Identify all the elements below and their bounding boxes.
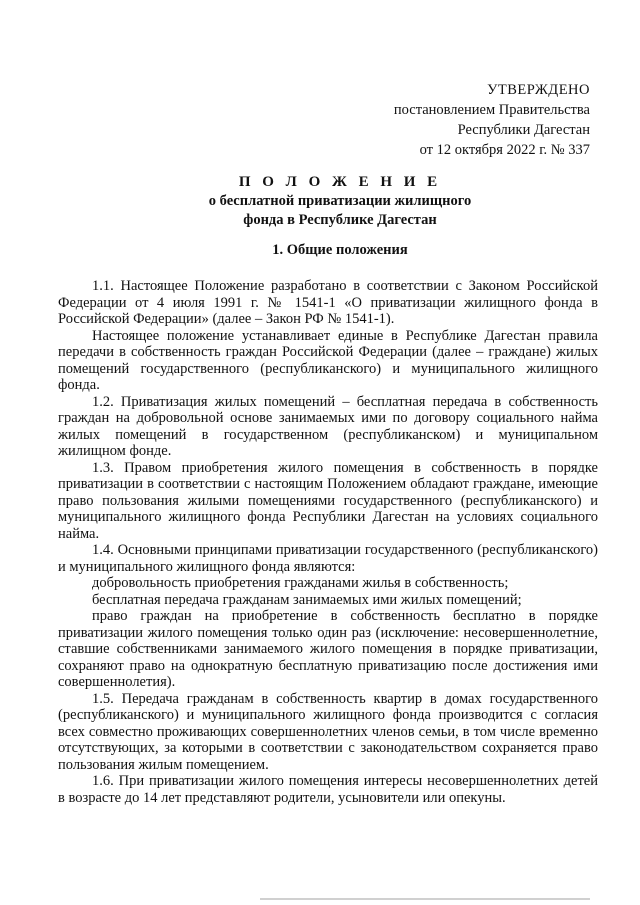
paragraph: 1.1. Настоящее Положение разработано в соответствии с Законом Российской Федерации от 4 июля 1991 г. № 1541-1 «О приватизации жилищного фонда в Российской Федерации» (далее – Закон РФ № 1541-1).	[58, 278, 598, 327]
scan-edge-line	[260, 898, 590, 900]
document-subtitle: фонда в Республике Дагестан	[243, 212, 437, 228]
document-title: П О Л О Ж Е Н И Е	[238, 174, 442, 190]
approval-line: постановлением Правительства	[393, 102, 590, 118]
approval-stamp-block	[350, 80, 590, 160]
approval-heading: УТВЕРЖДЕНО	[487, 82, 590, 98]
approval-line: Республики Дагестан	[457, 122, 590, 138]
document-body	[58, 278, 598, 806]
paragraph: 1.2. Приватизация жилых помещений – бесплатная передача в собственность граждан на добровольной основе занимаемых ими по договору социального найма жилых помещений в государственном (республиканском) и муниципальном жилищном фонде.	[58, 393, 598, 459]
paragraph: 1.6. При приватизации жилого помещения интересы несовершеннолетних детей в возрасте до 14 лет представляют родители, усыновители или опекуны.	[58, 773, 598, 806]
document-title-block	[0, 172, 640, 230]
list-item: бесплатная передача гражданам занимаемых ими жилых помещений;	[92, 591, 522, 608]
paragraph: Настоящее положение устанавливает единые в Республике Дагестан правила передачи в собственность граждан Российской Федерации (далее – граждане) жилых помещений государственного (республиканского) и муниципального жилищного фонда.	[58, 327, 598, 393]
approval-date-line: от 12 октября 2022 г. № 337	[419, 142, 590, 158]
paragraph: 1.5. Передача гражданам в собственность квартир в домах государственного (республиканского) и муниципального жилищного фонда производится с согласия всех совместно проживающих совершеннолетних членов семьи, в том числе временно отсутствующих, за которыми в соответствии с законодательством сохраняется право пользования жилым помещением.	[58, 690, 598, 773]
list-item: право граждан на приобретение в собственность бесплатно в порядке приватизации жилого помещения только один раз (исключение: несовершеннолетние, ставшие собственниками занимаемого жилого помещения в порядке приватизации, сохраняют право на однократную бесплатную приватизацию после достижения ими совершеннолетия).	[58, 608, 598, 690]
paragraph: 1.4. Основными принципами приватизации государственного (республиканского) и муниципального жилищного фонда являются:	[58, 542, 598, 575]
list-item: добровольность приобретения гражданами жилья в собственность;	[92, 575, 509, 591]
section-heading: 1. Общие положения	[272, 242, 408, 258]
paragraph: 1.3. Правом приобретения жилого помещения в собственность в порядке приватизации в соответствии с настоящим Положением обладают граждане, имеющие право пользования жилыми помещениями государственного (республиканского) и муниципального жилищного фонда Республики Дагестан на условиях социального найма.	[58, 459, 598, 542]
document-subtitle: о бесплатной приватизации жилищного	[208, 193, 472, 209]
